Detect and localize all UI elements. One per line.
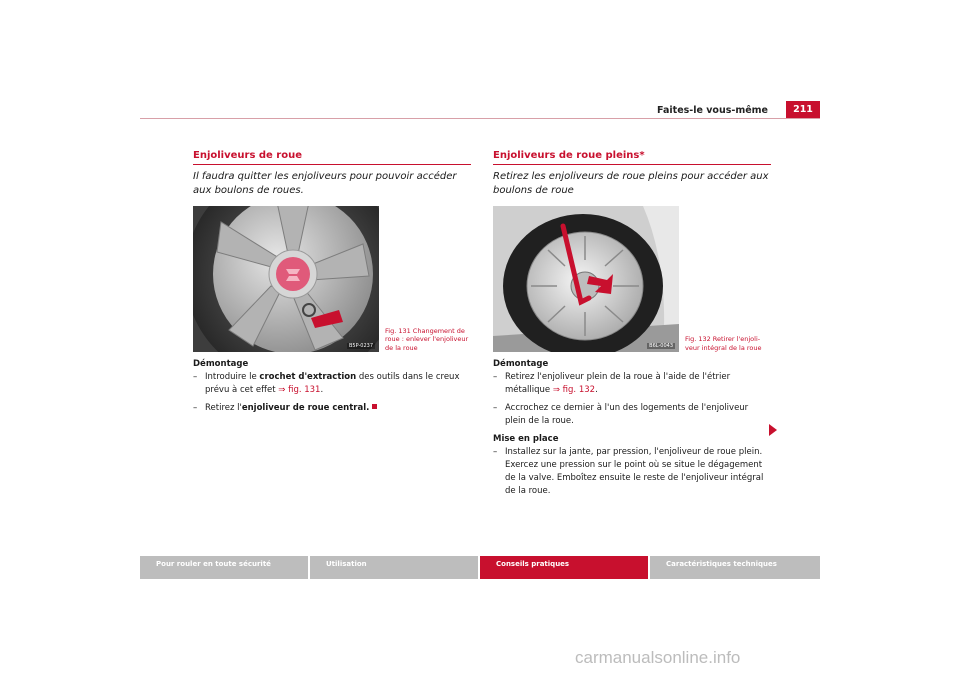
instructions (493, 358, 771, 498)
list-item: – Accrochez ce dernier à l'un des logements de l'enjoliveur plein de la roue. (493, 403, 749, 426)
list-item: – Retirez l'enjoliveur de roue central. (193, 402, 471, 415)
tab-technical-data[interactable]: Caractéristiques techniques (650, 556, 820, 579)
section-title: Enjoliveurs de roue pleins* (493, 150, 771, 165)
section-full-wheel-covers (493, 150, 771, 503)
list-item: – Installez sur la jante, par pression, l'enjoliveur de roue plein. Exercez une pression sur le point où se situe le dégagement de la valve. Emboîtez ensuite le reste de l'enjoliveur intégral de la roue. (493, 447, 764, 496)
section-intro: Il faudra quitter les enjoliveurs pour pouvoir accéder aux boulons de roues. (193, 171, 457, 196)
tool-name: crochet d'extraction (259, 372, 357, 382)
full-cover-photo (493, 206, 679, 352)
header-rule (140, 118, 820, 119)
figure-ref-link[interactable]: ⇒ fig. 132 (552, 385, 596, 395)
next-page-arrow-icon[interactable] (769, 424, 777, 436)
figure-131 (193, 206, 471, 352)
instructions (193, 358, 471, 415)
list-item: – Retirez l'enjoliveur plein de la roue à l'aide de l'étrier métallique ⇒ fig. 132. (493, 372, 731, 395)
watermark: carmanualsonline.info (575, 648, 741, 667)
tab-operation[interactable]: Utilisation (310, 556, 478, 579)
figure-132 (493, 206, 771, 352)
wheel-cap-photo (193, 206, 379, 352)
page-number: 211 (786, 101, 820, 118)
section-intro: Retirez les enjoliveurs de roue pleins pour accéder aux boulons de roue (493, 171, 769, 196)
figure-ref-link[interactable]: ⇒ fig. 131 (278, 385, 321, 395)
section-title: Enjoliveurs de roue (193, 150, 471, 165)
figure-code: B6L-0043 (649, 343, 673, 349)
part-name: enjoliveur de roue central. (241, 403, 370, 413)
end-of-section-icon (372, 404, 377, 409)
header-title: Faites-le vous-même (657, 105, 768, 116)
figure-caption: Fig. 132 Retirer l'enjoli-veur intégral de la roue (685, 335, 762, 352)
list-item: – Introduire le crochet d'extraction des outils dans le creux prévu à cet effet ⇒ fig. 131. (193, 372, 460, 395)
footer-tabs (140, 556, 820, 579)
figure-caption: Fig. 131 Changement de roue : enlever l'enjoliveur de la roue (385, 326, 469, 352)
tab-safety[interactable]: Pour rouler en toute sécurité (140, 556, 308, 579)
subhead-removal: Démontage (193, 359, 249, 369)
section-wheel-covers (193, 150, 471, 420)
subhead-installation: Mise en place (493, 434, 559, 444)
tab-practical-tips[interactable]: Conseils pratiques (480, 556, 648, 579)
subhead-removal: Démontage (493, 359, 549, 369)
figure-code: B5P-0237 (348, 343, 373, 349)
